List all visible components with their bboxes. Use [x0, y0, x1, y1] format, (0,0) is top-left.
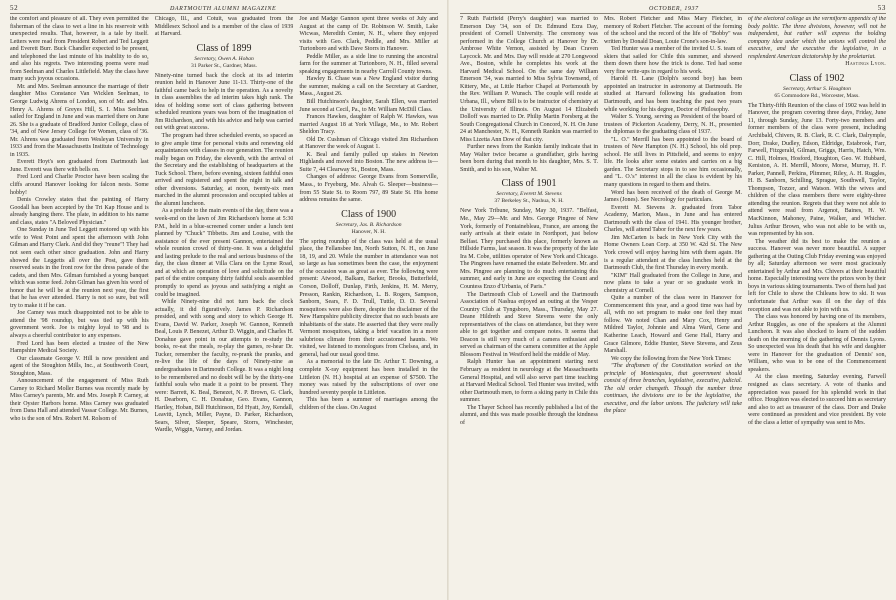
right-running-title: OCTOBER, 1937: [649, 6, 699, 12]
paragraph: One Sunday in June Ted Leggett motored up with his wife to West Point and spent the afternoon with John Gilman and Harry Clark. And did they "reune"! They had not seen each other since graduation. John and Harry showed the Leggetts all over the Post, gave them reserved seats in the front row for the dress parade of the cadets, and then Mrs. Gilman furnished a young banquet which was some feed. John Gilman has given his word of honor that he will be at the reunion next year, the first that he has ever attended. Harry is not so sure, but will try to make it if he can.: [10, 227, 149, 309]
paragraph: Word has been received of the death of George M. James (Jones). See Necrology for particulars.: [604, 189, 742, 204]
left-col-2: [155, 16, 294, 600]
paragraph: Everett Hoyt's son graduated from Dartmouth last June. Everett was there with bells on.: [10, 159, 149, 173]
paragraph: "KIM" Hall graduated from the College in June, and now plans to take a year or so graduate work in chemistry at Cornell.: [604, 272, 742, 294]
paragraph: Further news from the Rankin family indicate that in May Walter twice became a grandfather, girls having been born during that month to his daughter, Mrs. S. T. Smith, and to his son, Walter M.: [460, 144, 598, 173]
paragraph: Fred Lord and Charlie Proctor have been scaling the cliffs around Hanover looking for falcon nests. Some hobby!: [10, 174, 149, 196]
paragraph: We copy the following from the New York Times:: [611, 355, 732, 362]
right-running-head: [460, 4, 886, 14]
paragraph: The spring roundup of the class was held at the usual place, the Fellansbee Inn, North Sutton, N. H., on June 18, 19, and 20. While the number in attendance was not so large as has sometimes been the case, the enjoyment of the occasion was as great as ever. The following were present: Atwood, Balkam, Barker, Brooks, Butterfield, Corson, Dolloff, Dunlap, Firth, Jenkins, H. M. Merry, Presson, Rankin, Richardson, L. B. Rogers, Sampson, Sanborn, Sears, F. D. Trull, Tuttle, D. D. Several mosquitoes were also there, despite the disclaimer of the New Hampshire publicity director that no such beasts are inhabitants of the state. He asserted that they were really Vermont mosquitoes, taking a brief vacation in a more salubrious climate from their accustomed haunts. We visited, we listened to monologues from Chelsea, and, in general, had our usual good time.: [299, 238, 438, 358]
left-col-3: [299, 16, 438, 600]
right-col-3: [748, 16, 886, 600]
class-heading-1899: Class of 1899: [196, 42, 252, 54]
class-secretary-address: Hanover, N. H.: [351, 228, 386, 235]
paragraph: The program had three scheduled events, so spaced as to give ample time for personal visits and renewing old acquaintances with classes in our generation. The reunion really began on Friday, the eleventh, with the arrival of the Secretary and the establishing of headquarters at the Tuck School. There, before evening, sixteen faithful ones arrived and registered and spent the night in talk and other diversions. Saturday, at noon, twenty-six men marched in the alumni procession and occupied tables at the alumni luncheon.: [154, 133, 294, 207]
paragraph: Old Dr. Cushman of Chicago visited Jim Richardson at Hanover the week of August 1.: [299, 136, 438, 151]
paragraph: The class was honored by having one of its members, Arthur Ruggles, as one of the speakers at the Alumni Luncheon. It was also shocked to learn of the sudden death on the morning of the gathering of Dennis Lyons. So unexpected was his death that his wife and daughter were in Hanover for the graduation of Dennis' son, William, who was to be one of the Commencement speakers.: [748, 314, 886, 373]
left-col-1: [10, 16, 149, 600]
paragraph: Jim McCarten is back in New York City with the Home Owners Loan Corp. at 350 W. 42d St. The New York crowd will enjoy having him with them again. He is a regular attendant at the class lunches held at the Dartmouth Club, the first Thursday in every month.: [604, 234, 742, 272]
paragraph: Changes of address: George Evans from Somerville, Mass., to Fryeburg, Me. Alvah G. Sleeper—business—from 55 State St. to Room 797, 89 State St. His home address remains the same.: [299, 174, 438, 204]
paragraph: Frances Hawkes, daughter of Ralph W. Hawkes, was married August 18 at York Village, Me., to Mr. Robert Sheldon Tracy.: [299, 114, 438, 136]
paragraph: K. Beal and family pulled up stakes in Newton Highlands and moved into Boston. The new address is—Suite 7, 44 Clearway St., Boston, Mass.: [299, 151, 438, 173]
right-page: [448, 0, 896, 600]
paragraph: Ralph Hunter has an appointment starting next February as resident in neurology at the Massachusetts General Hospital, and will also serve part time teaching at Harvard Medical School. Ted Hunter was invited, with other Dartmouth men, to form a skiing party in Chile this summer.: [460, 359, 598, 404]
paragraph: As a memorial to the late Dr. Arthur T. Downing, a complete X-ray equipment has been installed in the Littleton (N. H.) hospital at an expense of $7500. The money was raised by the subscriptions of over one hundred seventy people in Littleton.: [299, 359, 438, 396]
right-columns: [460, 16, 886, 600]
class-secretary: Secretary, Everett M. Stevens: [496, 191, 562, 198]
right-page-number: 53: [877, 4, 886, 12]
left-running-head: [10, 4, 438, 14]
paragraph: New York Tribune, Sunday, May 30, 1937. "Belfast, Me., May 29—Mr. and Mrs. George Pingree of New York, formerly of Fontainebleau, France, are among the early arrivals at their estate in Northport, just below Belfast. They purchased this place, formerly known as Hillside Farms, last season. It was the property of the late Ira M. Cobe, utilities operator of New York and Chicago. The Pingrees have renamed the estate Belvedere. Mr. and Mrs. Pingree are planning to do much entertaining this summer, and early in June are expecting the Count and Countess Enzo d'Urbania, of Paris.": [460, 208, 598, 290]
paragraph: the comfort and pleasure of all. They even permitted the fisherman of the class to wet a line in his reservoir with unexpected results. That, however, is a tale by itself. Letters were read from President Robert and Ted Leggett and Everett Burr. Buck Chandler expected to be present, and telephoned the last minute of his inability to do so, and also his regrets. Two interesting poems were read from Seelman and Charles Littlefield. May the class have many such joyous occasions.: [10, 16, 149, 83]
paragraph: While Ninety-nine did not turn back the clock actually, it did figuratively. James P. Richardson presided, and with song and story to which George H. Evans, David W. Parker, Joseph W. Gannon, Kenneth Beal, Louis P. Benezet, Arthur D. Wiggin, and Charles H. Donahue gave point in our attempts to re-study the books, re-eat the meals, re-play the games, re-hear Dr. Tucker, remember the faculty, re-prank the pranks, and re-live the life of the days of Ninety-nine as undergraduates in Dartmouth College. It was a night long to be remembered and no doubt will be by the thirty-one faithful souls who made it a point to be present. They were: Barrett, K. Beal, Benezet, N. P. Brown, G. Clark, H. Dearborn, C. H. Donahue, Geo. Evans, Gannon, Hartley, Hoban, Bill Hutchinson, Ed Hyatt, Joy, Kendall, Leavitt, Lynch, Miller, Payne, D. Parker, Richardson, Sears, Silver, Sleeper, Speare, Storrs, Winchester, Wardle, Wiggin, Varney, and Jordan.: [154, 299, 294, 434]
paragraph: Joe and Madge Gannon spent three weeks of July and August at the camp of Dr. Robinson W. Smith, Lake Wicwas, Meredith Center, N. H., where they enjoyed visits with Geo. Clark, Peddle, and Mrs. Miller at Turtonboro and with Dave Storrs in Hanover.: [299, 16, 438, 53]
paragraph: Quite a number of the class were in Hanover for Commencement this year, and a good time was had by all, with no set program to make one feel they must follow. We noted Chan and Mary Cox, Henry and Mildred Taylor, Johnnie and Alma Ward, Gene and Katherine Leach, Howard and Gene Hall, Harry and Grace Gilmore, Eddie Hunter, Steve Stevens, and Zeus Marshall.: [604, 295, 742, 355]
class-secretary-address: 37 Berkeley St., Nashua, N. H.: [494, 198, 564, 205]
class-heading-1901: Class of 1901: [501, 178, 557, 190]
quoted-paragraph: "The draftsmen of the Constitution worked on the principle of Montesquieu, that government should consist of three branches, legislative, executive, judicial. The old order changeth. Though the number three continues, the divisions are to be the legislative, the executive, and the labor unions. The judiciary will take the place: [604, 363, 742, 415]
paragraph: The Thayer School has recently published a list of the alumni, and this was made possible through the kindness of: [460, 404, 598, 426]
paragraph: Bill Hutchinson's daughter, Sarah Ellen, was married June second at Cecil, Pa., to Mr. William McDill Class.: [299, 99, 438, 113]
paragraph: The Thirty-fifth Reunion of the class of 1902 was held in Hanover, the program covering three days, Friday, June 11, through Sunday, June 13. Forty-two members and former members of the class were present, including Archibald, Chivers, R. B. Clark, R. C. Clark, Dalrymple, Dorr, Drake, Dudley, Edson, Eldridge, Estabrook, Farr, Farwell, Fitzgerald, Gilman, Griggs, Harris, Hatch, Wm. C. Hill, Holmes, Hosford, Houghton, Geo. W. Hubbard, Keniston, A. H. Merrill, Moore, Morse, Murray, H. F. Parker, Pannell, Perkins, Plimmer, Riley, A. H. Ruggles, H. B. Sanborn, Schilling, Sprague, Southwell, Taylor, Thompson, Tozzer, and Watson. With the wives and children of the class members there were eighty-three attending the reunion. Regrets that they were not able to attend were read from Argenot, Baines, H. W. MacKinnon, Mahoney, Paine, Walker, and Whicher. Julius Arthur Brown, who was not able to be with us, was represented by his son.: [748, 102, 886, 238]
right-col-2: [604, 16, 742, 600]
class-secretary-address: 31 Parker St., Gardner, Mass.: [191, 62, 257, 69]
paragraph: Walter S. Young, serving as President of the board of trustees of Pickerton Academy, Derry, N. H., presented the diplomas to the graduating class of 1937.: [604, 114, 742, 136]
class-secretary: Secretary, Jas. B. Richardson: [335, 221, 402, 228]
paragraph: As a prelude to the main events of the day, there was a week-end on the lawn of Jim Richardson's home at 5:30 P.M., held in a blue-screened corner under a lunch tent planned by "Chuck" Tibbetts. Jim and Louise, with the assistance of the ever present Gannon, entertained the whole reunion crowd of thirty-one. It was a delightful and lasting prelude to the real and serious business of the day, the class dinner at Villa Clara on the Lyme Road, and at which an operation of love and solicitude on the part of the entire company thirty faithful souls assembled promptly to spend as joyous and satisfying a night as could be imagined.: [154, 208, 294, 298]
paragraph: Ted Hunter was a member of the invited U. S. team of skiers that sailed for Chile this summer, and showed them down there how the trick is done. Ted had some very fine write-ups in regard to his work.: [604, 46, 742, 75]
paragraph: Chicago, Ill., and Cotuit, was graduated from the Middlesex School and is a member of the class of 1939 at Harvard.: [154, 16, 294, 38]
paragraph: Hawley B. Chase was a New England visitor during the summer, making a call on the Secretary at Gardner, Mass., August 26.: [299, 76, 438, 98]
class-secretary: Secretary, Owen A. Hoban: [194, 55, 254, 62]
left-columns: [10, 16, 438, 600]
paragraph: 7 Ruth Fairfield (Perry's daughter) was married to Emerson Day '34, son of Dr. Edmund Ezra Day, president of Cornell University. The ceremony was performed in the College Church at Hanover by Dr. Ambrose White Vernon, assisted by Dean Craven Laycock. Mr. and Mrs. Day will reside at 270 Longwood Ave., Boston, while he completes his work at the Harvard Medical School. On the same day William Emerson '34, was married to Miss Sylvia Townsend, of Kittery, Me., at Little Harbor Chapel at Portsmouth by the Rev. William P. Wunsch. The couple will reside at Urbana, Ill., where Bill is to be instructor of chemistry at the University of Illinois. On August 14 Elizabeth Dolloff was married to Dr. Philip Martin Forsberg at the South Congregational Church in Concord, N. H. On June 24 at Manchester, N. H., Kenneth Rankin was married to Miss Lizetta Ann Dow of that city.: [460, 16, 598, 143]
class-secretary-address: 65 Commodore Rd., Worcester, Mass.: [774, 92, 860, 99]
right-col-1: [460, 16, 598, 600]
paragraph: Mrs. Robert Fletcher and Miss Mary Fletcher, in memory of Robert Fletcher. The account of the forming of the school and the record of the life of "Bobby" was written by Donald Doan, Louie Crone's son-in-law.: [604, 16, 742, 45]
paragraph: Mr. and Mrs. Seelman announce the marriage of their daughter Miss Constance Van Wicklen Seelman, to George Ludwig Ahrens of London, son of Mr. and Mrs. Henry A. Ahrens of Greyes Hill, S. I. Miss Seelman sailed for England in June and was married there on June 26. She is a graduate of Bradford Junior College, class of '34, and of New Jersey College for Women, class of '36. Mr. Ahrens was graduated from Wesleyan University in 1933 and from the Massachusetts Institute of Technology in 1935.: [10, 83, 149, 158]
paragraph: The weather did its best to make the reunion a success. Hanover was never more beautiful. A supper gathering at the Outing Club Friday evening was enjoyed by all; Saturday afternoon we were most graciously entertained by Arthur and Mrs. Chivers at their beautiful home. Especially interesting were the prizes won by their boys in various skiing tournaments. Two of them had just left for Chile to show the Chileans how to ski. It was unfortunate that Arthur was ill on the day of this reception and was not able to join with us.: [748, 238, 886, 313]
quoted-paragraph: of the electoral college as the vermiform appendix of the body politic. The three divisions, however, will not be independent, but rather will express the holding company idea under which the unions will control the executive, and the executive the legislative, in a resplendent American dictatorship by the proletariat.: [748, 16, 886, 60]
paragraph: Everett M. Stevens Jr. graduated from Tabor Academy, Marion, Mass., in June and has entered Dartmouth with the class of 1941. His younger brother, Charles, will attend Tabor for the next few years.: [604, 204, 742, 234]
quote-signature: Hastings Lyon.: [845, 61, 886, 68]
paragraph: At the class meeting, Saturday evening, Farwell resigned as class secretary. A vote of thanks and appreciation was passed for his splendid work in that office. Houghton was elected to succeed him as secretary and also to act as treasurer of the class. Dorr and Drake were continued as president and vice president. By vote of the class a letter of sympathy was sent to Mrs.: [748, 374, 886, 426]
class-heading-1900: Class of 1900: [341, 208, 397, 220]
paragraph: "L. O." Merrill has been appointed to the board of trustees of New Hampton (N. H.) School, his old prep. school. He still lives in Pittsfield, and seems to enjoy life. He looks after some estates and carries on a big garden. The Secretary stops in to see him occasionally, and "L. O.'s" interest in all the class is evident by his many questions in regard to them and theirs.: [604, 136, 742, 189]
paragraph: The Dartmouth Club of Lowell and the Dartmouth Association of Nashua enjoyed an outing at the Vesper Country Club at Tyngsboro, Mass., Thursday, May 27. Deane Hildreth and Steve Stevens were the only representatives of the class on attendance, but they were able to get together and compare notes. It seems that Deacon is still very much of a camera enthusiast and served as chairman of the camera committee at the Apple Blossom Festival in Westford held the middle of May.: [460, 291, 598, 358]
paragraph: Our classmate George V. Hill is now president and agent of the Stoughton Mills, Inc., at Southworth Court, Stoughton, Mass.: [10, 355, 149, 377]
left-running-title: DARTMOUTH ALUMNI MAGAZINE: [169, 6, 277, 12]
paragraph: Harold H. Lane (Dolph's second boy) has been appointed an instructor in astronomy at Dartmouth. He studied at Harvard following his graduation from Dartmouth, and has been teaching the past two years while working for his degree, Doctor of Philosophy.: [604, 76, 742, 113]
class-heading-1902: Class of 1902: [789, 72, 845, 84]
class-secretary: Secretary, Arthur S. Houghton: [783, 85, 851, 92]
paragraph: Announcement of the engagement of Miss Ruth Carney to Richard Moller Burnes was recently made by Miss Carney's parents, Mr. and Mrs. Joseph P. Carney, at their Oyster Harbors home. Miss Carney was graduated from Dana Hall and attended Vassar College. Mr. Burnes, who is the son of Mrs. Robert M. Rolsom of: [10, 378, 149, 422]
paragraph: Fred Lord has been elected a trustee of the New Hampshire Medical Society.: [10, 340, 149, 355]
paragraph: Peddle Miller, as a side line to running the ancestral farm for the summer at Turtonboro, N. H., filled several speaking engagements in nearby Carroll County towns.: [299, 53, 438, 75]
paragraph: Denis Crowley states that the painting of Harry Goodall has been accepted by the Tri Kap House and is already hanging there. The plate, in addition to his name and class, states "A Beloved Physician.": [10, 197, 149, 226]
paragraph: This has been a summer of marriages among the children of the class. On August: [299, 397, 438, 411]
left-page-number: 52: [10, 4, 19, 12]
paragraph: Joe Camey was much disappointed not to be able to attend the '98 roundup, but was tied up with his government work. Joe is mighty loyal to '98 and is always a cheerful contributor to any expenses.: [10, 310, 149, 339]
paragraph: Ninety-nine turned back the clock at its ad interim reunion held in Hanover June 11-13. Thirty-one of the faithful came back to help in the operation. As a novelty in class assemblies the ad interim takes high rank. The idea of holding some sort of class gathering between scheduled reunions years was born of the imagination of Jim Richardson, and with his advice and help was carried out with great success.: [154, 72, 294, 132]
